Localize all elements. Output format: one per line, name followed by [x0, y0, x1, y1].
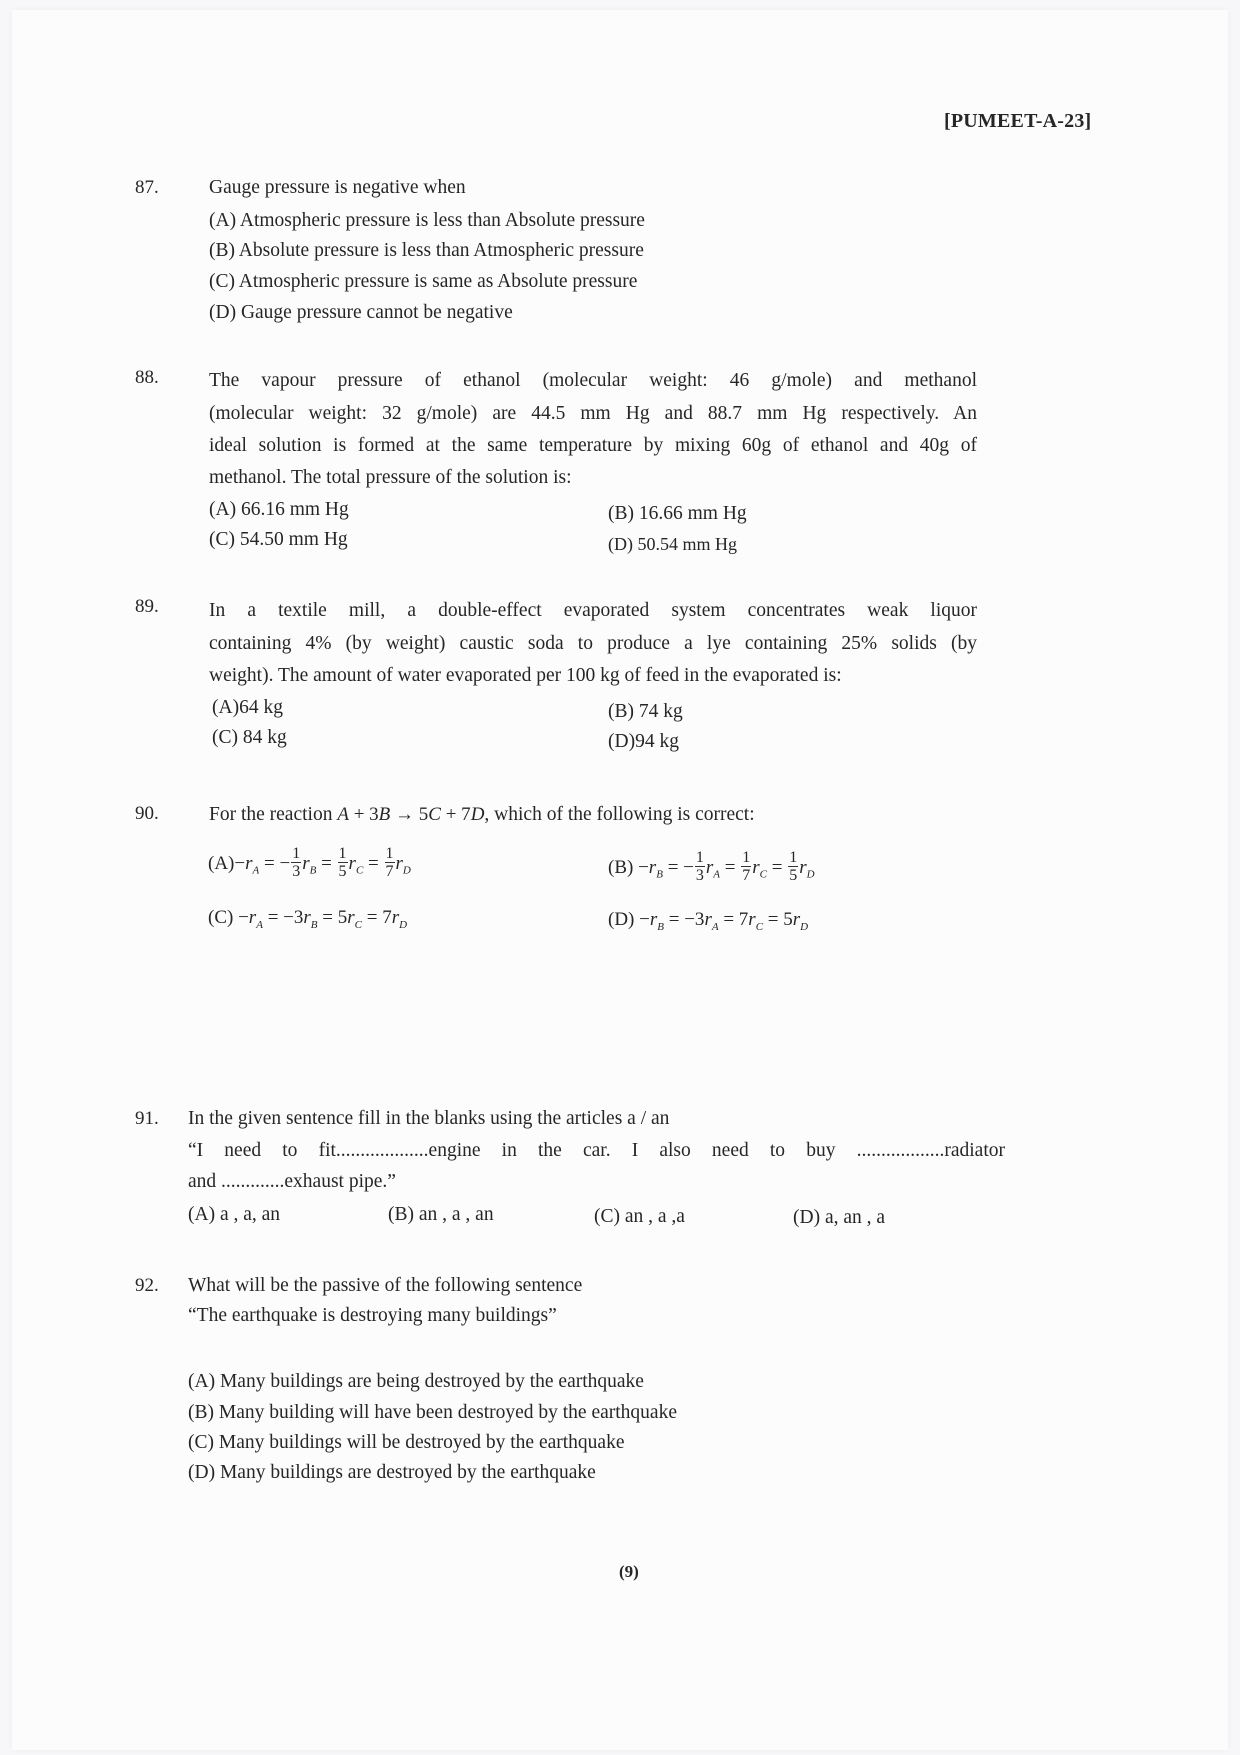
option-b: (B) 16.66 mm Hg [608, 503, 747, 524]
question-number: 91. [135, 1108, 159, 1129]
fraction: $\frac{1}{5}$ [789, 849, 798, 884]
option-a: (A) Atmospheric pressure is less than Absolute pressure [209, 210, 645, 231]
question-stem-line: (molecular weight: 32 g/mole) are 44.5 mm Hg and 88.7 mm Hg respectively. An [209, 403, 977, 424]
option-d: (D) Gauge pressure cannot be negative [209, 302, 513, 323]
question-stem-line: weight). The amount of water evaporated per 100 kg of feed in the evaporated is: [209, 665, 842, 686]
fraction: $\frac{1}{7}$ [742, 849, 751, 884]
option-b: (B) an , a , an [388, 1204, 494, 1225]
page-number: (9) [619, 1562, 639, 1581]
option-a-equation: $(A)-r_A$ = − $\frac{1}{3}$ $r_B$ = $\frac{1}{5}$ $r_C$ = $\frac{1}{7}$ $r_D$ [208, 845, 411, 880]
exam-code-header: [PUMEET-A-23] [944, 110, 1092, 132]
fraction: $\frac{1}{5}$ [338, 845, 347, 880]
option-c: (C) 54.50 mm Hg [209, 529, 348, 550]
option-d: (D) a, an , a [793, 1207, 886, 1228]
fraction: $\frac{1}{7}$ [385, 845, 394, 880]
option-b: (B) 74 kg [608, 701, 683, 722]
option-c: (C) 84 kg [212, 727, 287, 748]
option-label: (A) [208, 852, 235, 874]
option-a: (A) a , a, an [188, 1204, 281, 1225]
option-b: (B) Absolute pressure is less than Atmospheric pressure [209, 240, 644, 261]
question-stem-line: The vapour pressure of ethanol (molecular weight: 46 g/mole) and methanol [209, 370, 977, 391]
question-stem-line: containing 4% (by weight) caustic soda to produce a lye containing 25% solids (by [209, 633, 977, 654]
stem-prefix: For the reaction [209, 804, 338, 825]
option-a: (A) 66.16 mm Hg [209, 499, 349, 520]
fraction: $\frac{1}{3}$ [695, 849, 704, 884]
question-stem: Gauge pressure is negative when [209, 177, 466, 198]
option-d-equation: $(D) -r_B = -3r_A = 7r_C = 5r_D$ [608, 909, 809, 933]
quoted-sentence-line: and .............exhaust pipe.” [188, 1171, 396, 1192]
option-c: (C) Atmospheric pressure is same as Absolute pressure [209, 271, 638, 292]
option-label: (D) [608, 909, 635, 930]
option-c: (C) Many buildings will be destroyed by the earthquake [188, 1432, 625, 1453]
quoted-sentence: “The earthquake is destroying many buildings” [188, 1305, 557, 1326]
option-a: (A)64 kg [212, 697, 283, 718]
question-stem-line: methanol. The total pressure of the solution is: [209, 467, 572, 488]
exam-page [12, 10, 1228, 1750]
option-d: (D) 50.54 mm Hg [608, 534, 737, 554]
option-a: (A) Many buildings are being destroyed by the earthquake [188, 1371, 644, 1392]
question-number: 87. [135, 177, 159, 198]
option-b: (B) Many building will have been destroyed by the earthquake [188, 1402, 677, 1423]
option-d: (D) Many buildings are destroyed by the earthquake [188, 1462, 596, 1483]
option-b-equation: $(B) -r_B$ = − $\frac{1}{3}$ $r_A$ = $\frac{1}{7}$ $r_C$ = $\frac{1}{5}$ $r_D$ [608, 849, 815, 884]
question-number: 88. [135, 367, 159, 388]
stem-suffix: , which of the following is correct: [484, 804, 755, 825]
question-stem: What will be the passive of the following sentence [188, 1275, 583, 1296]
reaction-equation: A + 3B → 5C + 7D [337, 804, 485, 825]
option-label: (C) [208, 907, 234, 928]
quoted-sentence-line: “I need to fit...................engine in the car. I also need to buy ..................radiator [188, 1140, 1005, 1161]
question-stem-line: ideal solution is formed at the same temperature by mixing 60g of ethanol and 40g of [209, 435, 977, 456]
question-stem-line: In a textile mill, a double-effect evaporated system concentrates weak liquor [209, 600, 977, 621]
question-number: 90. [135, 803, 159, 824]
option-label: (B) [608, 856, 634, 878]
option-d: (D)94 kg [608, 731, 679, 752]
option-c: (C) an , a ,a [594, 1206, 685, 1227]
question-stem [209, 799, 755, 831]
question-number: 92. [135, 1275, 159, 1296]
option-c-equation: $(C) -r_A = -3r_B = 5r_C = 7r_D$ [208, 907, 408, 931]
question-stem: In the given sentence fill in the blanks using the articles a / an [188, 1108, 670, 1129]
fraction: $\frac{1}{3}$ [292, 845, 301, 880]
question-number: 89. [135, 596, 159, 617]
